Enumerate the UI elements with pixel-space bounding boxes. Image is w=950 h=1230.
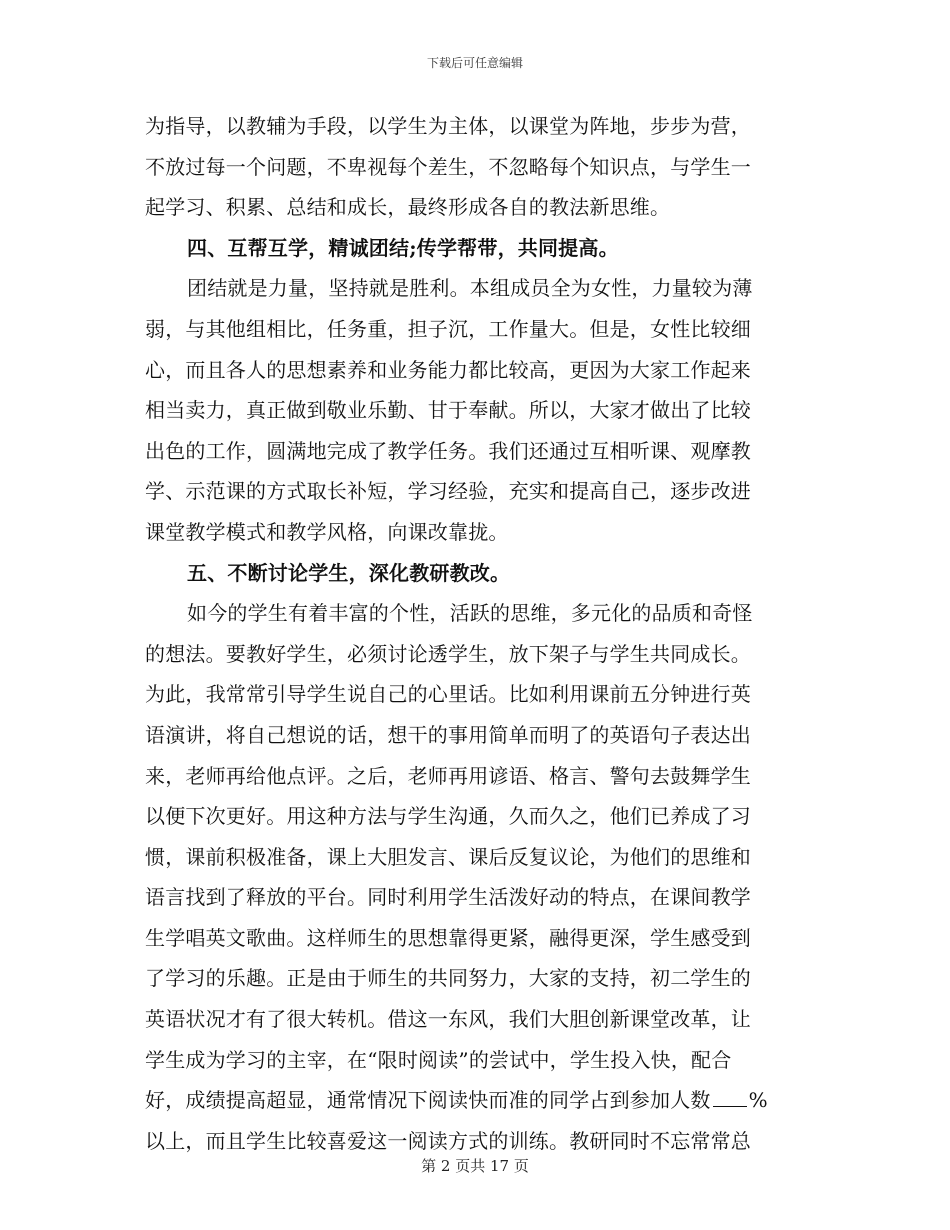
line-text: 不放过每一个问题，不卑视每个差生，不忽略每个知识点，与学生一 xyxy=(145,154,751,179)
paragraph-line xyxy=(145,390,799,431)
paragraph-line xyxy=(145,877,799,918)
line-text: 好，成绩提高超显，通常情况下阅读快而准的同学占到参加人数 xyxy=(145,1088,711,1113)
paragraph-line xyxy=(145,309,799,350)
paragraph-line xyxy=(145,674,799,715)
paragraph-line xyxy=(145,147,799,188)
line-text: 的想法。要教好学生，必须讨论透学生，放下架子与学生共同成长。 xyxy=(145,641,751,666)
paragraph-line xyxy=(145,958,799,999)
line-text: 学、示范课的方式取长补短，学习经验，充实和提高自己，逐步改进 xyxy=(145,479,751,504)
paragraph-first-line xyxy=(145,593,799,634)
line-text: 相当卖力，真正做到敬业乐勤、甘于奉献。所以，大家才做出了比较 xyxy=(145,398,751,423)
paragraph-line xyxy=(145,512,799,553)
line-text: 课堂教学模式和教学风格，向课改靠拢。 xyxy=(145,519,509,544)
line-text: 为此，我常常引导学生说自己的心里话。比如利用课前五分钟进行英 xyxy=(145,682,751,707)
line-text: 语言找到了释放的平台。同时利用学生活泼好动的特点，在课间教学 xyxy=(145,885,751,910)
paragraph-line xyxy=(145,106,799,147)
line-text: 惯，课前积极准备，课上大胆发言、课后反复议论，为他们的思维和 xyxy=(145,844,751,869)
percent-sign: % xyxy=(748,1088,768,1113)
paragraph-line xyxy=(145,1040,799,1081)
paragraph-line xyxy=(145,837,799,878)
paragraph-line xyxy=(145,715,799,756)
paragraph-line xyxy=(145,999,799,1040)
paragraph-line xyxy=(145,350,799,391)
line-text: 四、互帮互学，精诚团结;传学帮带，共同提高。 xyxy=(187,235,619,260)
paragraph-line xyxy=(145,1080,799,1121)
paragraph-line xyxy=(145,634,799,675)
section-heading xyxy=(145,228,799,269)
line-text: 学生成为学习的主宰，在“限时阅读”的尝试中，学生投入快，配合 xyxy=(145,1047,732,1072)
page-header: 下载后可任意编辑 xyxy=(426,56,523,70)
line-text: 起学习、积累、总结和成长，最终形成各自的教法新思维。 xyxy=(145,195,671,220)
paragraph-line xyxy=(145,918,799,959)
line-text: 五、不断讨论学生，深化教研教改。 xyxy=(187,560,511,585)
line-text: 出色的工作，圆满地完成了教学任务。我们还通过互相听课、观摩教 xyxy=(145,438,751,463)
line-text: 英语状况才有了很大转机。借这一东风，我们大胆创新课堂改革，让 xyxy=(145,1007,751,1032)
line-text: 语演讲，将自己想说的话，想干的事用简单而明了的英语句子表达出 xyxy=(145,722,751,747)
paragraph-line xyxy=(145,471,799,512)
line-text: 以上，而且学生比较喜爱这一阅读方式的训练。教研同时不忘常常总 xyxy=(145,1128,751,1153)
paragraph-line xyxy=(145,431,799,472)
line-text: 弱，与其他组相比，任务重，担子沉，工作量大。但是，女性比较细 xyxy=(145,316,751,341)
line-text: 为指导，以教辅为手段，以学生为主体，以课堂为阵地，步步为营， xyxy=(145,114,751,138)
page-number-footer: 第 2 页共 17 页 xyxy=(421,1157,529,1175)
line-text: 来，老师再给他点评。之后，老师再用谚语、格言、警句去鼓舞学生 xyxy=(145,763,751,788)
paragraph-first-line xyxy=(145,268,799,309)
fill-in-blank xyxy=(713,1090,747,1107)
document-body xyxy=(145,106,799,1161)
line-text: 以便下次更好。用这种方法与学生沟通，久而久之，他们已养成了习 xyxy=(145,804,751,829)
paragraph-line xyxy=(145,756,799,797)
line-text: 团结就是力量，坚持就是胜利。本组成员全为女性，力量较为薄 xyxy=(187,276,753,301)
line-text: 心，而且各人的思想素养和业务能力都比较高，更因为大家工作起来 xyxy=(145,357,751,382)
section-heading xyxy=(145,553,799,594)
line-text: 生学唱英文歌曲。这样师生的思想靠得更紧，融得更深，学生感受到 xyxy=(145,925,751,950)
paragraph-line xyxy=(145,187,799,228)
line-text: 了学习的乐趣。正是由于师生的共同努力，大家的支持，初二学生的 xyxy=(145,966,751,991)
paragraph-line xyxy=(145,796,799,837)
line-text: 如今的学生有着丰富的个性，活跃的思维，多元化的品质和奇怪 xyxy=(187,601,753,626)
